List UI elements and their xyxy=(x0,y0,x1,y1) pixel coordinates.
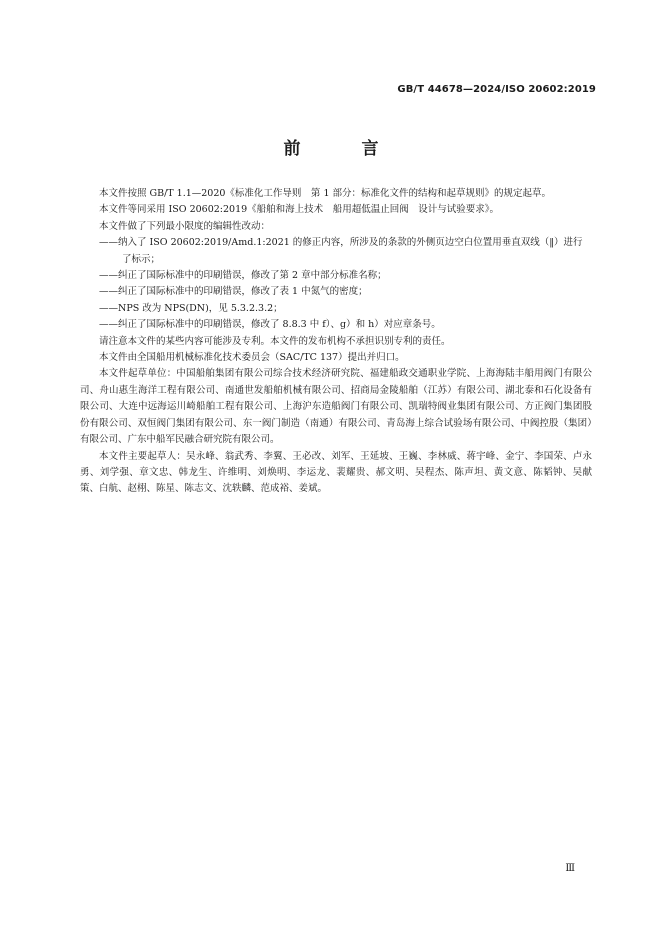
paragraph-patent-notice: 请注意本文件的某些内容可能涉及专利。本文件的发布机构不承担识别专利的责任。 xyxy=(99,335,451,347)
list-item-chapter2-correction: ——纠正了国际标准中的印刷错误，修改了第 2 章中部分标准名称； xyxy=(99,270,387,282)
standard-code: GB/T 44678—2024/ISO 20602:2019 xyxy=(397,84,596,95)
paragraph-editorial-changes: 本文件做了下列最小限度的编辑性改动： xyxy=(99,220,271,232)
paragraph-drafters: 本文件主要起草人：吴永峰、翁武秀、李翼、王必改、刘军、王延坡、王巍、李林威、蒋宇峰、金宁、李国荣、卢永勇、刘学强、章文忠、韩龙生、许维明、刘焕明、李运龙、裴耀贵、郝文明、吴程杰、陈声坦、黄文意、陈韬钟、吴献策、白航、赵栩、陈星、陈志文、沈轶麟、范成裕、姜斌。 xyxy=(80,450,592,495)
foreword-body xyxy=(80,186,592,498)
page-title: 前 言 xyxy=(283,139,401,159)
list-item-clause-correction: ——纠正了国际标准中的印刷错误，修改了 8.8.3 中 f）、g）和 h）对应章条号。 xyxy=(99,319,441,331)
paragraph-adoption: 本文件等同采用 ISO 20602:2019《船舶和海上技术 船用超低温止回阀 设计与试验要求》。 xyxy=(99,204,499,216)
list-item-nps-change: ——NPS 改为 NPS(DN)，见 5.3.2.3.2； xyxy=(99,302,283,314)
paragraph-committee: 本文件由全国船用机械标准化技术委员会（SAC/TC 137）提出并归口。 xyxy=(99,352,405,364)
list-item-table1-correction: ——纠正了国际标准中的印刷错误，修改了表 1 中氮气的密度； xyxy=(99,286,368,298)
page-number: Ⅲ xyxy=(565,863,574,874)
paragraph-drafting-organizations: 本文件起草单位：中国船舶集团有限公司综合技术经济研究院、福建船政交通职业学院、上海海陆丰船用阀门有限公司、舟山惠生海洋工程有限公司、南通世发船舶机械有限公司、招商局金陵船舶（江苏）有限公司、湖北泰和石化设备有限公司、大连中远海运川崎船舶工程有限公司、上海沪东造船阀门有限公司、凯瑞特阀业集团有限公司、方正阀门集团股份有限公司、双恒阀门集团有限公司、东一阀门制造（南通）有限公司、青岛海上综合试验场有限公司、中阀控股（集团）有限公司、广东中船军民融合研究院有限公司。 xyxy=(80,368,592,446)
list-item-amendment: ——纳入了 ISO 20602:2019/Amd.1:2021 的修正内容，所涉及的条款的外侧页边空白位置用垂直双线（‖）进行了标示； xyxy=(99,237,583,265)
paragraph-drafting-rules: 本文件按照 GB/T 1.1—2020《标准化工作导则 第 1 部分：标准化文件的结构和起草规则》的规定起草。 xyxy=(99,188,552,199)
